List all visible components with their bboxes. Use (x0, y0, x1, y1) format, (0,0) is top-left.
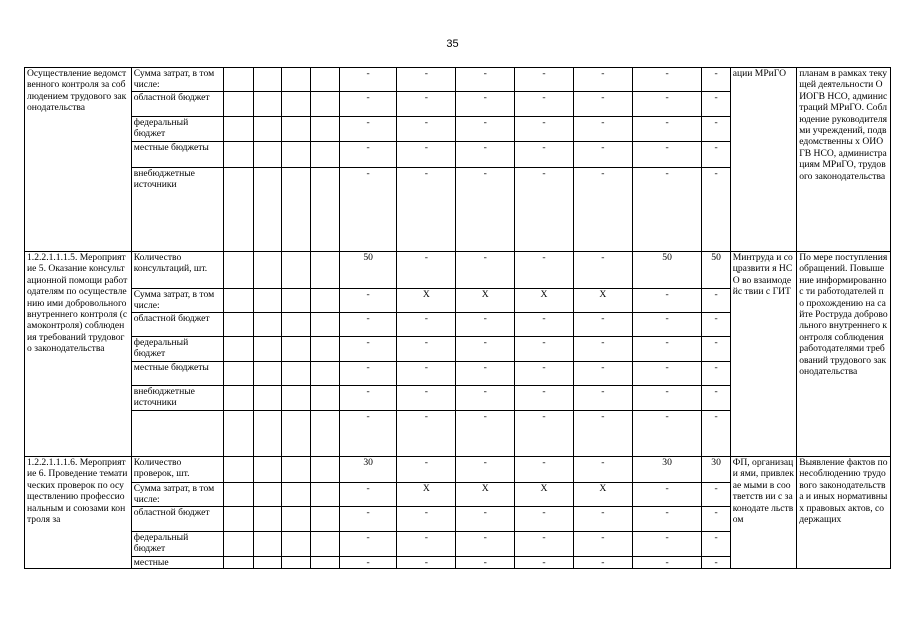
value-cell: - (515, 337, 574, 362)
value-cell: - (515, 457, 574, 483)
value-cell: - (632, 386, 702, 411)
value-cell: - (515, 532, 574, 557)
indicator-label: местные (131, 557, 224, 569)
value-cell: - (397, 168, 456, 252)
value-cell: - (573, 92, 632, 117)
empty-cell (311, 457, 339, 483)
value-cell: X (456, 289, 515, 313)
empty-cell (311, 483, 339, 507)
value-cell: - (632, 532, 702, 557)
value-cell: - (456, 386, 515, 411)
empty-cell (311, 507, 339, 532)
empty-cell (224, 483, 253, 507)
empty-cell (224, 507, 253, 532)
empty-cell (253, 252, 281, 289)
empty-cell (224, 252, 253, 289)
value-cell: X (456, 483, 515, 507)
value-cell: - (339, 557, 397, 569)
indicator-label: Сумма затрат, в том числе: (131, 289, 224, 313)
empty-cell (224, 411, 253, 457)
empty-cell (224, 386, 253, 411)
value-cell: - (515, 117, 574, 142)
indicator-label: местные бюджеты (131, 362, 224, 386)
expected-result-cell: Выявление фактов по несоблюдению трудового законодательства и иных нормативных правовых актов, содержащих (797, 457, 891, 569)
value-cell: - (702, 411, 730, 457)
value-cell: - (456, 362, 515, 386)
empty-cell (282, 289, 311, 313)
value-cell: - (702, 313, 730, 337)
empty-cell (282, 337, 311, 362)
value-cell: - (456, 142, 515, 168)
value-cell: - (339, 142, 397, 168)
value-cell: X (573, 483, 632, 507)
indicator-label: областной бюджет (131, 507, 224, 532)
value-cell: 50 (702, 252, 730, 289)
value-cell: - (632, 483, 702, 507)
value-cell: - (515, 68, 574, 92)
empty-cell (311, 313, 339, 337)
value-cell: - (397, 557, 456, 569)
indicator-label: местные бюджеты (131, 142, 224, 168)
value-cell: - (573, 532, 632, 557)
value-cell: - (632, 411, 702, 457)
value-cell: - (339, 313, 397, 337)
value-cell: X (573, 289, 632, 313)
value-cell: - (515, 168, 574, 252)
executor-cell: ации МРиГО (730, 68, 796, 252)
indicator-label: Сумма затрат, в том числе: (131, 68, 224, 92)
value-cell: - (515, 411, 574, 457)
empty-cell (224, 68, 253, 92)
value-cell: - (339, 386, 397, 411)
empty-cell (311, 142, 339, 168)
table-row (25, 252, 891, 289)
empty-cell (253, 532, 281, 557)
value-cell: - (397, 252, 456, 289)
value-cell: - (573, 557, 632, 569)
value-cell: - (702, 557, 730, 569)
value-cell: - (397, 386, 456, 411)
value-cell: - (515, 507, 574, 532)
value-cell: - (339, 532, 397, 557)
empty-cell (282, 386, 311, 411)
empty-cell (311, 386, 339, 411)
value-cell: - (515, 557, 574, 569)
empty-cell (282, 532, 311, 557)
activity-description: 1.2.2.1.1.1.5. Мероприятие 5. Оказание консультационной помощи работодателям по осуществлению ими добровольного внутреннего контроля (самоконтроля) соблюдения требований трудового законодательства (25, 252, 132, 457)
value-cell: - (632, 142, 702, 168)
executor-cell: Минтруда и соцразвити я НСО во взаимодейс твии с ГИТ (730, 252, 796, 457)
empty-cell (224, 142, 253, 168)
value-cell: - (456, 532, 515, 557)
value-cell: - (702, 92, 730, 117)
empty-cell (282, 313, 311, 337)
indicator-label: федеральный бюджет (131, 532, 224, 557)
value-cell: - (632, 68, 702, 92)
value-cell: - (397, 507, 456, 532)
value-cell: 30 (632, 457, 702, 483)
empty-cell (253, 507, 281, 532)
indicator-label: Количество проверок, шт. (131, 457, 224, 483)
empty-cell (253, 337, 281, 362)
empty-cell (282, 483, 311, 507)
value-cell: - (456, 507, 515, 532)
value-cell: - (573, 142, 632, 168)
executor-cell: ФП, организаци ями, привлекае мыми в соответств ии с законодате льством (730, 457, 796, 569)
empty-cell (224, 117, 253, 142)
value-cell: - (339, 507, 397, 532)
empty-cell (253, 557, 281, 569)
value-cell: - (515, 386, 574, 411)
empty-cell (253, 483, 281, 507)
empty-cell (253, 362, 281, 386)
value-cell: - (702, 168, 730, 252)
empty-cell (282, 362, 311, 386)
value-cell: - (702, 532, 730, 557)
empty-cell (224, 168, 253, 252)
value-cell: - (573, 68, 632, 92)
activity-description: Осуществление ведомственного контроля за соблюдением трудового законодательства (25, 68, 132, 252)
value-cell: - (632, 289, 702, 313)
value-cell: - (397, 532, 456, 557)
value-cell: X (397, 483, 456, 507)
value-cell: - (632, 362, 702, 386)
value-cell: - (397, 313, 456, 337)
value-cell: - (456, 117, 515, 142)
empty-cell (311, 337, 339, 362)
empty-cell (311, 557, 339, 569)
empty-cell (224, 532, 253, 557)
empty-cell (224, 289, 253, 313)
value-cell: - (397, 411, 456, 457)
value-cell: - (632, 117, 702, 142)
table-row (25, 457, 891, 483)
value-cell: - (515, 313, 574, 337)
empty-cell (253, 142, 281, 168)
indicator-label: областной бюджет (131, 92, 224, 117)
value-cell: - (573, 457, 632, 483)
value-cell: - (397, 117, 456, 142)
empty-cell (282, 411, 311, 457)
empty-cell (282, 92, 311, 117)
value-cell: - (702, 483, 730, 507)
value-cell: - (702, 68, 730, 92)
value-cell: - (339, 117, 397, 142)
value-cell: - (397, 337, 456, 362)
value-cell: 30 (339, 457, 397, 483)
empty-cell (253, 411, 281, 457)
value-cell: X (515, 483, 574, 507)
value-cell: - (456, 557, 515, 569)
value-cell: - (397, 457, 456, 483)
empty-cell (224, 362, 253, 386)
indicator-label: внебюджетные источники (131, 168, 224, 252)
value-cell: - (339, 362, 397, 386)
empty-cell (253, 457, 281, 483)
value-cell: - (515, 92, 574, 117)
value-cell: - (573, 386, 632, 411)
value-cell: - (515, 362, 574, 386)
value-cell: - (515, 252, 574, 289)
value-cell: - (456, 411, 515, 457)
empty-cell (282, 507, 311, 532)
value-cell: - (702, 337, 730, 362)
indicator-label: федеральный бюджет (131, 337, 224, 362)
empty-cell (224, 457, 253, 483)
activity-description: 1.2.2.1.1.1.6. Мероприятие 6. Проведение тематических проверок по осуществлению профессиональным и союзами контроля за (25, 457, 132, 569)
empty-cell (311, 252, 339, 289)
empty-cell (224, 557, 253, 569)
value-cell: - (339, 483, 397, 507)
empty-cell (253, 168, 281, 252)
value-cell: - (702, 142, 730, 168)
expected-result-cell: По мере поступления обращений. Повышение информированнос ти работодателей по прохождению на сайте Роструда добровольного внутреннего контроля соблюдения работодателями требований трудового законодательства (797, 252, 891, 457)
value-cell: - (397, 362, 456, 386)
value-cell: - (456, 457, 515, 483)
empty-cell (311, 117, 339, 142)
value-cell: - (573, 313, 632, 337)
expected-result-cell: планам в рамках текущей деятельности ОИОГВ НСО, администраций МРиГО. Соблюдение руководителями учреждений, подведомственны х ОИОГВ НСО, администрациям МРиГО, трудового законодательства (797, 68, 891, 252)
indicator-label: федеральный бюджет (131, 117, 224, 142)
empty-cell (253, 386, 281, 411)
value-cell: - (632, 557, 702, 569)
value-cell: - (339, 289, 397, 313)
empty-cell (253, 92, 281, 117)
empty-cell (311, 362, 339, 386)
value-cell: X (515, 289, 574, 313)
value-cell: 50 (632, 252, 702, 289)
value-cell: - (397, 142, 456, 168)
table-row (25, 68, 891, 92)
empty-cell (311, 68, 339, 92)
empty-cell (282, 168, 311, 252)
value-cell: - (632, 313, 702, 337)
empty-cell (311, 168, 339, 252)
value-cell: - (573, 168, 632, 252)
value-cell: - (339, 92, 397, 117)
value-cell: - (573, 117, 632, 142)
empty-cell (282, 117, 311, 142)
empty-cell (311, 411, 339, 457)
value-cell: - (339, 337, 397, 362)
value-cell: X (397, 289, 456, 313)
empty-cell (253, 117, 281, 142)
value-cell: - (456, 68, 515, 92)
value-cell: - (339, 411, 397, 457)
indicator-label: Сумма затрат, в том числе: (131, 483, 224, 507)
value-cell: - (702, 289, 730, 313)
empty-cell (224, 337, 253, 362)
value-cell: - (702, 507, 730, 532)
empty-cell (311, 289, 339, 313)
value-cell: - (456, 313, 515, 337)
value-cell: - (573, 252, 632, 289)
value-cell: - (573, 362, 632, 386)
value-cell: - (339, 168, 397, 252)
empty-cell (311, 92, 339, 117)
empty-cell (311, 532, 339, 557)
empty-cell (282, 457, 311, 483)
indicator-label: областной бюджет (131, 313, 224, 337)
value-cell: - (702, 362, 730, 386)
empty-cell (282, 252, 311, 289)
empty-cell (253, 313, 281, 337)
value-cell: - (632, 168, 702, 252)
value-cell: - (339, 68, 397, 92)
empty-cell (282, 142, 311, 168)
value-cell: - (397, 68, 456, 92)
empty-cell (253, 68, 281, 92)
value-cell: - (632, 507, 702, 532)
page-number: 35 (446, 38, 459, 50)
table-body (25, 68, 891, 569)
empty-cell (224, 92, 253, 117)
value-cell: - (632, 92, 702, 117)
indicator-label: Количество консультаций, шт. (131, 252, 224, 289)
value-cell: - (632, 337, 702, 362)
value-cell: - (456, 337, 515, 362)
value-cell: - (397, 92, 456, 117)
value-cell: 50 (339, 252, 397, 289)
value-cell: 30 (702, 457, 730, 483)
value-cell: - (456, 252, 515, 289)
empty-cell (224, 313, 253, 337)
value-cell: - (456, 92, 515, 117)
value-cell: - (573, 411, 632, 457)
empty-cell (282, 557, 311, 569)
value-cell: - (702, 117, 730, 142)
indicator-label (131, 411, 224, 457)
value-cell: - (702, 386, 730, 411)
empty-cell (253, 289, 281, 313)
value-cell: - (456, 168, 515, 252)
empty-cell (282, 68, 311, 92)
indicator-label: внебюджетные источники (131, 386, 224, 411)
value-cell: - (515, 142, 574, 168)
value-cell: - (573, 507, 632, 532)
program-activities-table (24, 67, 891, 569)
value-cell: - (573, 337, 632, 362)
